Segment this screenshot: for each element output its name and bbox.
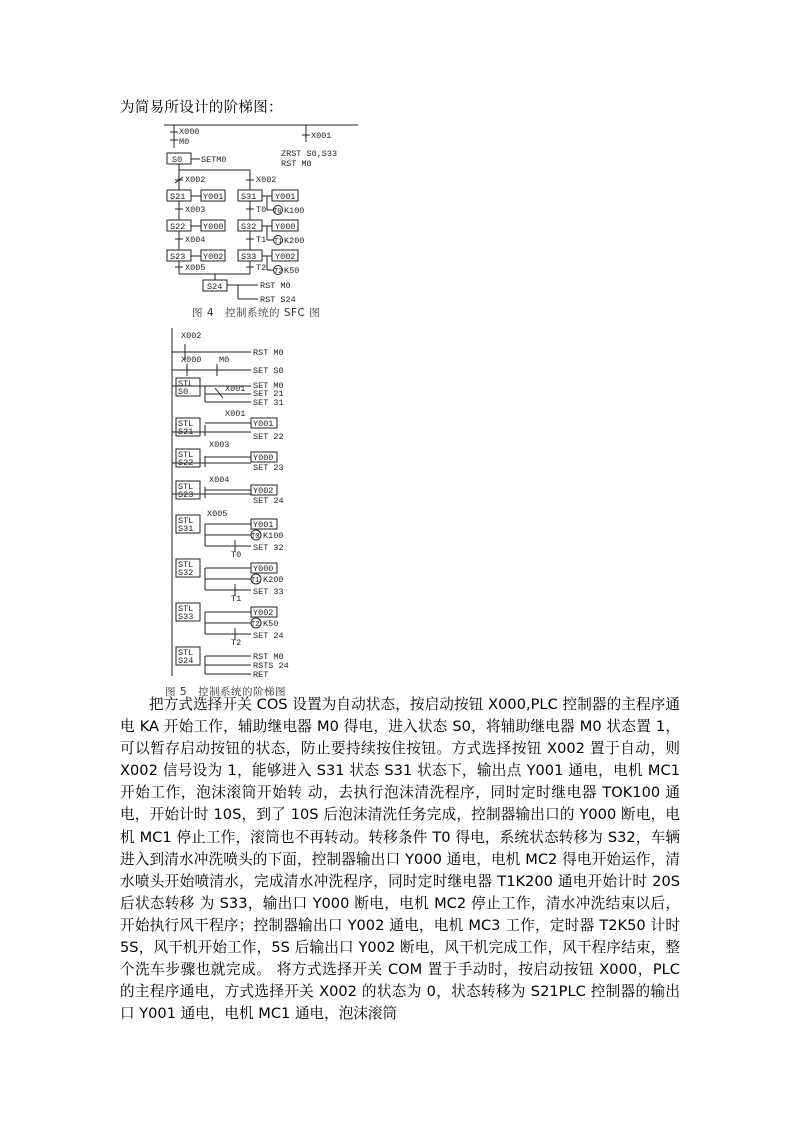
- ladder-t0: T0: [231, 550, 242, 560]
- sfc-x002-no: X002: [256, 175, 277, 185]
- ladder-s33: S33: [178, 612, 194, 622]
- sfc-s23: S23: [170, 252, 186, 262]
- ladder-stl-s23: STL: [178, 482, 194, 492]
- ladder-t1: T1: [231, 594, 242, 604]
- sfc-s21: S21: [170, 192, 186, 202]
- sfc-y002-left: Y002: [203, 252, 224, 262]
- body-text: [120, 694, 680, 1025]
- ladder-y002b: Y002: [253, 608, 274, 618]
- sfc-x004: X004: [185, 235, 206, 245]
- ladder-s22: S22: [178, 458, 194, 468]
- ladder-set-22: SET 22: [253, 432, 284, 442]
- ladder-y000b: Y000: [253, 564, 274, 574]
- sfc-rst-m0: RST M0: [281, 159, 312, 169]
- ladder-stl-s24: STL: [178, 648, 194, 658]
- ladder-stl-s33: STL: [178, 604, 194, 614]
- ladder-t2: T2: [231, 638, 242, 648]
- ladder-stl-s21: STL: [178, 419, 194, 429]
- sfc-t1: T1: [256, 235, 267, 245]
- ladder-y002a: Y002: [253, 486, 274, 496]
- ladder-y001a: Y001: [253, 419, 274, 429]
- sfc-setm0: SETM0: [201, 155, 227, 165]
- sfc-diagram: [160, 120, 360, 306]
- sfc-s24: S24: [207, 282, 223, 292]
- sfc-y002-right: Y002: [275, 252, 296, 262]
- ladder-s0: S0: [178, 387, 189, 397]
- sfc-y001-left: Y001: [203, 192, 224, 202]
- sfc-rst-m0-b: RST M0: [260, 281, 291, 291]
- sfc-s0: S0: [172, 155, 183, 165]
- sfc-t0-coil: T0: [273, 208, 282, 216]
- ladder-s24: S24: [178, 656, 194, 666]
- ladder-set-31: SET 31: [253, 398, 284, 408]
- ladder-figure: [165, 326, 315, 680]
- sfc-zrst: ZRST S0,S33: [281, 149, 338, 159]
- sfc-s31: S31: [241, 192, 257, 202]
- sfc-x002-nc: X002: [185, 175, 206, 185]
- section-heading: 为简易所设计的阶梯图：: [120, 100, 283, 116]
- ladder-set-33: SET 33: [253, 587, 284, 597]
- ladder-stl-s0: STL: [178, 379, 194, 389]
- ladder-s31: S31: [178, 524, 194, 534]
- sfc-x005: X005: [185, 263, 206, 273]
- sfc-x001: X001: [311, 131, 332, 141]
- sfc-y001-right: Y001: [275, 192, 296, 202]
- ladder-k200: K200: [263, 575, 284, 585]
- ladder-t2-coil: T2: [251, 621, 260, 629]
- ladder-x001-no: X001: [225, 409, 246, 419]
- ladder-x002: X002: [181, 331, 202, 341]
- sfc-figure: [160, 120, 360, 306]
- sfc-t1-coil: T1: [274, 238, 283, 246]
- figure4-caption: 图 4 控制系统的 SFC 图: [192, 307, 321, 319]
- ladder-x001-nc: X001: [225, 384, 246, 394]
- ladder-ret: RET: [253, 670, 269, 680]
- ladder-set-m0: SET M0: [253, 381, 284, 391]
- sfc-s22: S22: [170, 222, 186, 232]
- ladder-set-24b: SET 24: [253, 631, 284, 641]
- ladder-k100: K100: [263, 531, 284, 541]
- ladder-k50: K50: [263, 619, 279, 629]
- sfc-s32: S32: [241, 222, 257, 232]
- sfc-rst-s24: RST S24: [260, 295, 296, 305]
- ladder-y001b: Y001: [253, 520, 274, 530]
- ladder-set-21: SET 21: [253, 389, 284, 399]
- ladder-y000a: Y000: [253, 453, 274, 463]
- ladder-x000: X000: [181, 355, 202, 365]
- ladder-m0: M0: [219, 355, 230, 365]
- sfc-t2: T2: [256, 263, 267, 273]
- ladder-diagram: [165, 326, 315, 680]
- ladder-set-s0: SET S0: [253, 366, 284, 376]
- body-paragraph: 把方式选择开关 COS 设置为自动状态，按启动按钮 X000,PLC 控制器的主程序通电 KA 开始工作，辅助继电器 M0 得电，进入状态 S0，将辅助继电器 M0 状态置 1，可以暂存启动按钮的状态，防止要持续按住按钮。方式选择按钮 X002 置于自动，则 X002 信号设为 1，能够进入 S31 状态 S31 状态下，输出点 Y001 通电，电机 MC1 开始工作，泡沫滚筒开始转 动，去执行泡沫清洗程序，同时定时继电器 TOK100 通电，开始计时 10S，到了 10S 后泡沫清洗任务完成，控制器输出口的 Y000 断电，电机 MC1 停止工作，滚筒也不再转动。转移条件 T0 得电，系统状态转移为 S32，车辆进入到清水冲洗喷头的下面，控制器输出口 Y000 通电，电机 MC2 得电开始运作，清水喷头开始喷清水，完成清水冲洗程序，同时定时继电器 T1K200 通电开始计时 20S 后状态转移 为 S33，输出口 Y000 断电，电机 MC2 停止工作，清水冲洗结束以后，开始执行风干程序；控制器输出口 Y002 通电，电机 MC3 工作，定时器 T2K50 计时 5S，风干机开始工作，5S 后输出口 Y002 断电，风干机完成工作，风干程序结束，整个洗车步骤也就完成。 将方式选择开关 COM 置于手动时，按启动按钮 X000，PLC 的主程序通电，方式选择开关 X002 的状态为 0，状态转移为 S21PLC 控制器的输出口 Y001 通电，电机 MC1 通电，泡沫滚筒: [120, 696, 680, 1023]
- sfc-t0: T0: [256, 205, 267, 215]
- ladder-rsts-24: RSTS 24: [253, 661, 289, 671]
- sfc-s33: S33: [241, 252, 257, 262]
- ladder-s32: S32: [178, 568, 194, 578]
- ladder-x003: X003: [209, 440, 230, 450]
- sfc-y000-right: Y000: [275, 222, 296, 232]
- ladder-set-23: SET 23: [253, 463, 284, 473]
- ladder-stl-s32: STL: [178, 560, 194, 570]
- ladder-stl-s22: STL: [178, 450, 194, 460]
- ladder-x005: X005: [207, 509, 228, 519]
- ladder-stl-s31: STL: [178, 516, 194, 526]
- sfc-x000: X000: [179, 127, 200, 137]
- sfc-k200: K200: [284, 236, 305, 246]
- figure5-caption: 图 5 控制系统的阶梯图: [165, 686, 287, 698]
- ladder-s23: S23: [178, 490, 194, 500]
- ladder-x004: X004: [209, 475, 230, 485]
- ladder-rst-m0: RST M0: [253, 348, 284, 358]
- ladder-rst-m0b: RST M0: [253, 652, 284, 662]
- ladder-set-24a: SET 24: [253, 496, 284, 506]
- sfc-k50: K50: [284, 266, 300, 276]
- sfc-y000-left: Y000: [203, 222, 224, 232]
- sfc-k100: K100: [284, 206, 305, 216]
- sfc-m0: M0: [179, 137, 190, 147]
- sfc-t2-coil: T2: [274, 268, 283, 276]
- sfc-x003: X003: [185, 205, 206, 215]
- ladder-t0-coil: T0: [251, 533, 260, 541]
- ladder-s21: S21: [178, 427, 194, 437]
- ladder-set-32: SET 32: [253, 543, 284, 553]
- ladder-t1-coil: T1: [251, 577, 260, 585]
